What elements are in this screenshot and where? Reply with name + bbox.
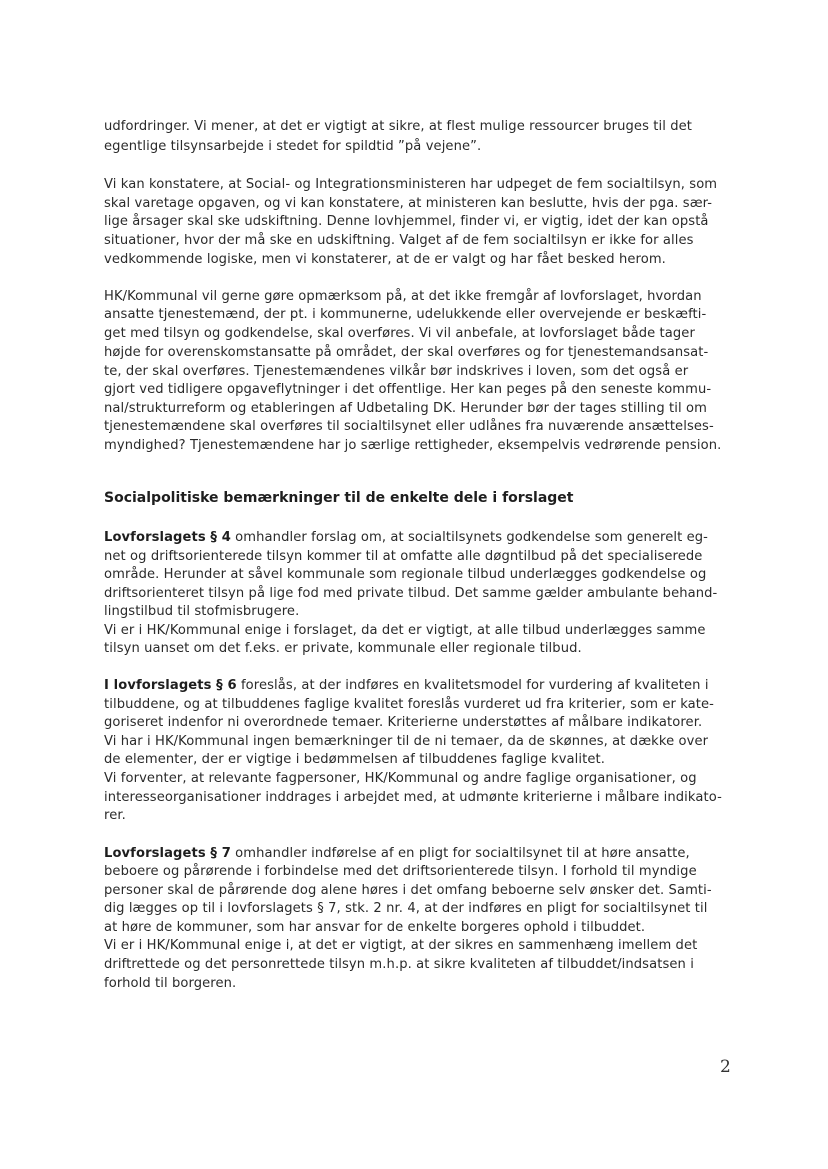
page-number: 2 <box>720 1057 731 1077</box>
paragraph-line: område. Herunder at såvel kommunale som regionale tilbud underlægges godkendelse og <box>104 567 707 582</box>
paragraph-line: driftrettede og det personrettede tilsyn m.h.p. at sikre kvaliteten af tilbuddet/indsatsen i <box>104 957 694 972</box>
paragraph-line: tjenestemændene skal overføres til socialtilsynet eller udlånes fra nuværende ansættelses- <box>104 419 714 434</box>
paragraph-line: ansatte tjenestemænd, der pt. i kommunerne, udelukkende eller overvejende er beskæfti- <box>104 307 707 322</box>
paragraph-line: Vi er i HK/Kommunal enige i, at det er vigtigt, at der sikres en sammenhæng imellem det <box>104 938 698 953</box>
section-ref: Lovforslagets § 4 <box>104 530 231 545</box>
section-ref: I lovforslagets § 6 <box>104 678 237 693</box>
paragraph-line: Lovforslagets § 4 omhandler forslag om, at socialtilsynets godkendelse som generelt eg- <box>104 530 708 545</box>
paragraph-line: egentlige tilsynsarbejde i stedet for spildtid ”på vejene”. <box>104 139 482 154</box>
paragraph-line: personer skal de pårørende dog alene høres i det omfang beboerne selv ønsker det. Samti- <box>104 883 712 898</box>
paragraph-line: de elementer, der er vigtige i bedømmelsen af tilbuddenes faglige kvalitet. <box>104 752 606 767</box>
section-ref: Lovforslagets § 7 <box>104 846 231 861</box>
paragraph-line: goriseret indenfor ni overordnede temaer. Kriterierne understøttes af målbare indikatorer. <box>104 715 703 730</box>
paragraph-line: forhold til borgeren. <box>104 976 237 991</box>
paragraph-line: vedkommende logiske, men vi konstaterer, at de er valgt og har fået besked herom. <box>104 252 666 267</box>
paragraph-line: udfordringer. Vi mener, at det er vigtigt at sikre, at flest mulige ressourcer bruges til det <box>104 119 693 134</box>
paragraph-line: gjort ved tidligere opgaveflytninger i det offentlige. Her kan peges på den seneste kommu- <box>104 382 712 397</box>
paragraph-line: skal varetage opgaven, og vi kan konstatere, at ministeren kan beslutte, hvis der pga. sær- <box>104 196 713 211</box>
paragraph-line: Lovforslagets § 7 omhandler indførelse af en pligt for socialtilsynet til at høre ansatte, <box>104 846 690 861</box>
paragraph-line: lingstilbud til stofmisbrugere. <box>104 604 300 619</box>
paragraph-line: at høre de kommuner, som har ansvar for de enkelte borgeres ophold i tilbuddet. <box>104 920 646 935</box>
paragraph-line: te, der skal overføres. Tjenestemændenes vilkår bør indskrives i loven, som det også er <box>104 364 689 379</box>
paragraph-line: Vi er i HK/Kommunal enige i forslaget, da det er vigtigt, at alle tilbud underlægges samme <box>104 623 706 638</box>
paragraph-line: lige årsager skal ske udskiftning. Denne lovhjemmel, finder vi, er vigtig, idet der kan opstå <box>104 214 709 229</box>
paragraph-line: driftsorienteret tilsyn på lige fod med private tilbud. Det samme gælder ambulante behand- <box>104 586 718 601</box>
paragraph-line: tilsyn uanset om det f.eks. er private, kommunale eller regionale tilbud. <box>104 641 582 656</box>
paragraph-line: interesseorganisationer inddrages i arbejdet med, at udmønte kriterierne i målbare indikato- <box>104 790 722 805</box>
paragraph-line: rer. <box>104 808 126 823</box>
paragraph-line: Vi kan konstatere, at Social- og Integrationsministeren har udpeget de fem socialtilsyn, som <box>104 177 718 192</box>
paragraph-line: HK/Kommunal vil gerne gøre opmærksom på, at det ikke fremgår af lovforslaget, hvordan <box>104 289 702 304</box>
section-heading: Socialpolitiske bemærkninger til de enkelte dele i forslaget <box>104 490 574 506</box>
paragraph-line: højde for overenskomstansatte på området, der skal overføres og for tjenestemandsansat- <box>104 345 709 360</box>
paragraph-line: net og driftsorienterede tilsyn kommer til at omfatte alle døgntilbud på det specialiserede <box>104 549 703 564</box>
paragraph-line: myndighed? Tjenestemændene har jo særlige rettigheder, eksempelvis vedrørende pension. <box>104 438 722 453</box>
paragraph-line: beboere og pårørende i forbindelse med det driftsorienterede tilsyn. I forhold til myndige <box>104 864 697 879</box>
paragraph-line: Vi forventer, at relevante fagpersoner, HK/Kommunal og andre faglige organisationer, og <box>104 771 697 786</box>
paragraph-line: situationer, hvor der må ske en udskiftning. Valget af de fem socialtilsyn er ikke for alles <box>104 233 694 248</box>
paragraph-line: nal/strukturreform og etableringen af Udbetaling DK. Herunder bør der tages stilling til om <box>104 401 707 416</box>
paragraph-line: I lovforslagets § 6 foreslås, at der indføres en kvalitetsmodel for vurdering af kvaliteten i <box>104 678 709 693</box>
paragraph-line: tilbuddene, og at tilbuddenes faglige kvalitet foreslås vurderet ud fra kriterier, som er kate- <box>104 697 715 712</box>
paragraph-line: get med tilsyn og godkendelse, skal overføres. Vi vil anbefale, at lovforslaget både tager <box>104 326 695 341</box>
paragraph-line: dig lægges op til i lovforslagets § 7, stk. 2 nr. 4, at der indføres en pligt for socialtilsynet til <box>104 901 708 916</box>
paragraph-line: Vi har i HK/Kommunal ingen bemærkninger til de ni temaer, da de skønnes, at dække over <box>104 734 709 749</box>
